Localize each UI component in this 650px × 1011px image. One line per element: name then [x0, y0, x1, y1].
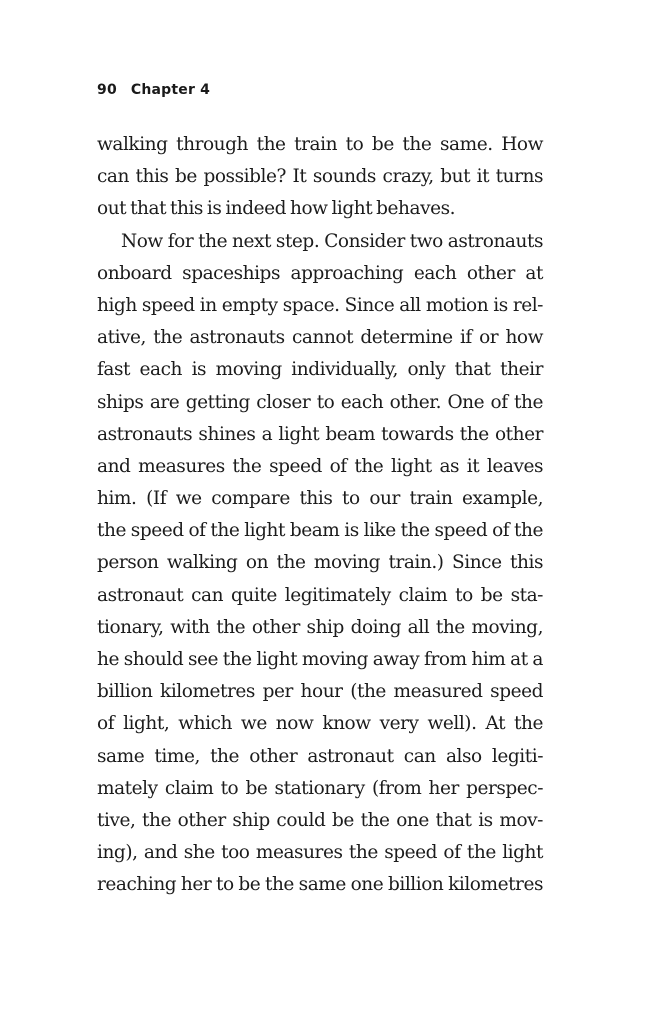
text-line: can this be possible? It sounds crazy, but it turns [97, 166, 543, 188]
chapter-title: Chapter 4 [130, 82, 211, 98]
text-line: person walking on the moving train.) Since this [97, 552, 543, 574]
text-line: ative, the astronauts cannot determine if or how [97, 327, 543, 349]
text-line: mately claim to be stationary (from her perspec- [97, 777, 543, 799]
text-line: same time, the other astronaut can also legiti- [97, 745, 543, 767]
text-line: fast each is moving individually, only that their [97, 359, 543, 381]
text-line: astronauts shines a light beam towards the other [97, 423, 543, 445]
text-line: tive, the other ship could be the one that is mov- [97, 809, 543, 831]
text-line: of light, which we now know very well). At the [97, 713, 543, 735]
text-line: high speed in empty space. Since all motion is rel- [97, 294, 543, 316]
text-line: out that this is indeed how light behaves. [97, 198, 456, 220]
text-line: the speed of the light beam is like the speed of the [97, 520, 543, 542]
page-number: 90 [97, 82, 117, 98]
text-line: ships are getting closer to each other. One of the [97, 391, 543, 413]
text-line: ing), and she too measures the speed of the light [97, 842, 543, 864]
running-head [97, 82, 210, 98]
text-line: reaching her to be the same one billion kilometres [97, 874, 543, 896]
text-line: billion kilometres per hour (the measured speed [97, 681, 543, 703]
text-line: and measures the speed of the light as it leaves [97, 455, 543, 477]
body-text [97, 129, 543, 902]
text-line: he should see the light moving away from him at a [97, 649, 543, 670]
text-line: astronaut can quite legitimately claim to be sta- [97, 584, 543, 606]
text-line: him. (If we compare this to our train example, [97, 488, 543, 510]
text-line: tionary, with the other ship doing all the moving, [97, 616, 543, 638]
text-line: walking through the train to be the same. How [97, 134, 543, 155]
text-line: Now for the next step. Consider two astronauts [121, 230, 543, 252]
text-line: onboard spaceships approaching each other at [97, 262, 543, 284]
